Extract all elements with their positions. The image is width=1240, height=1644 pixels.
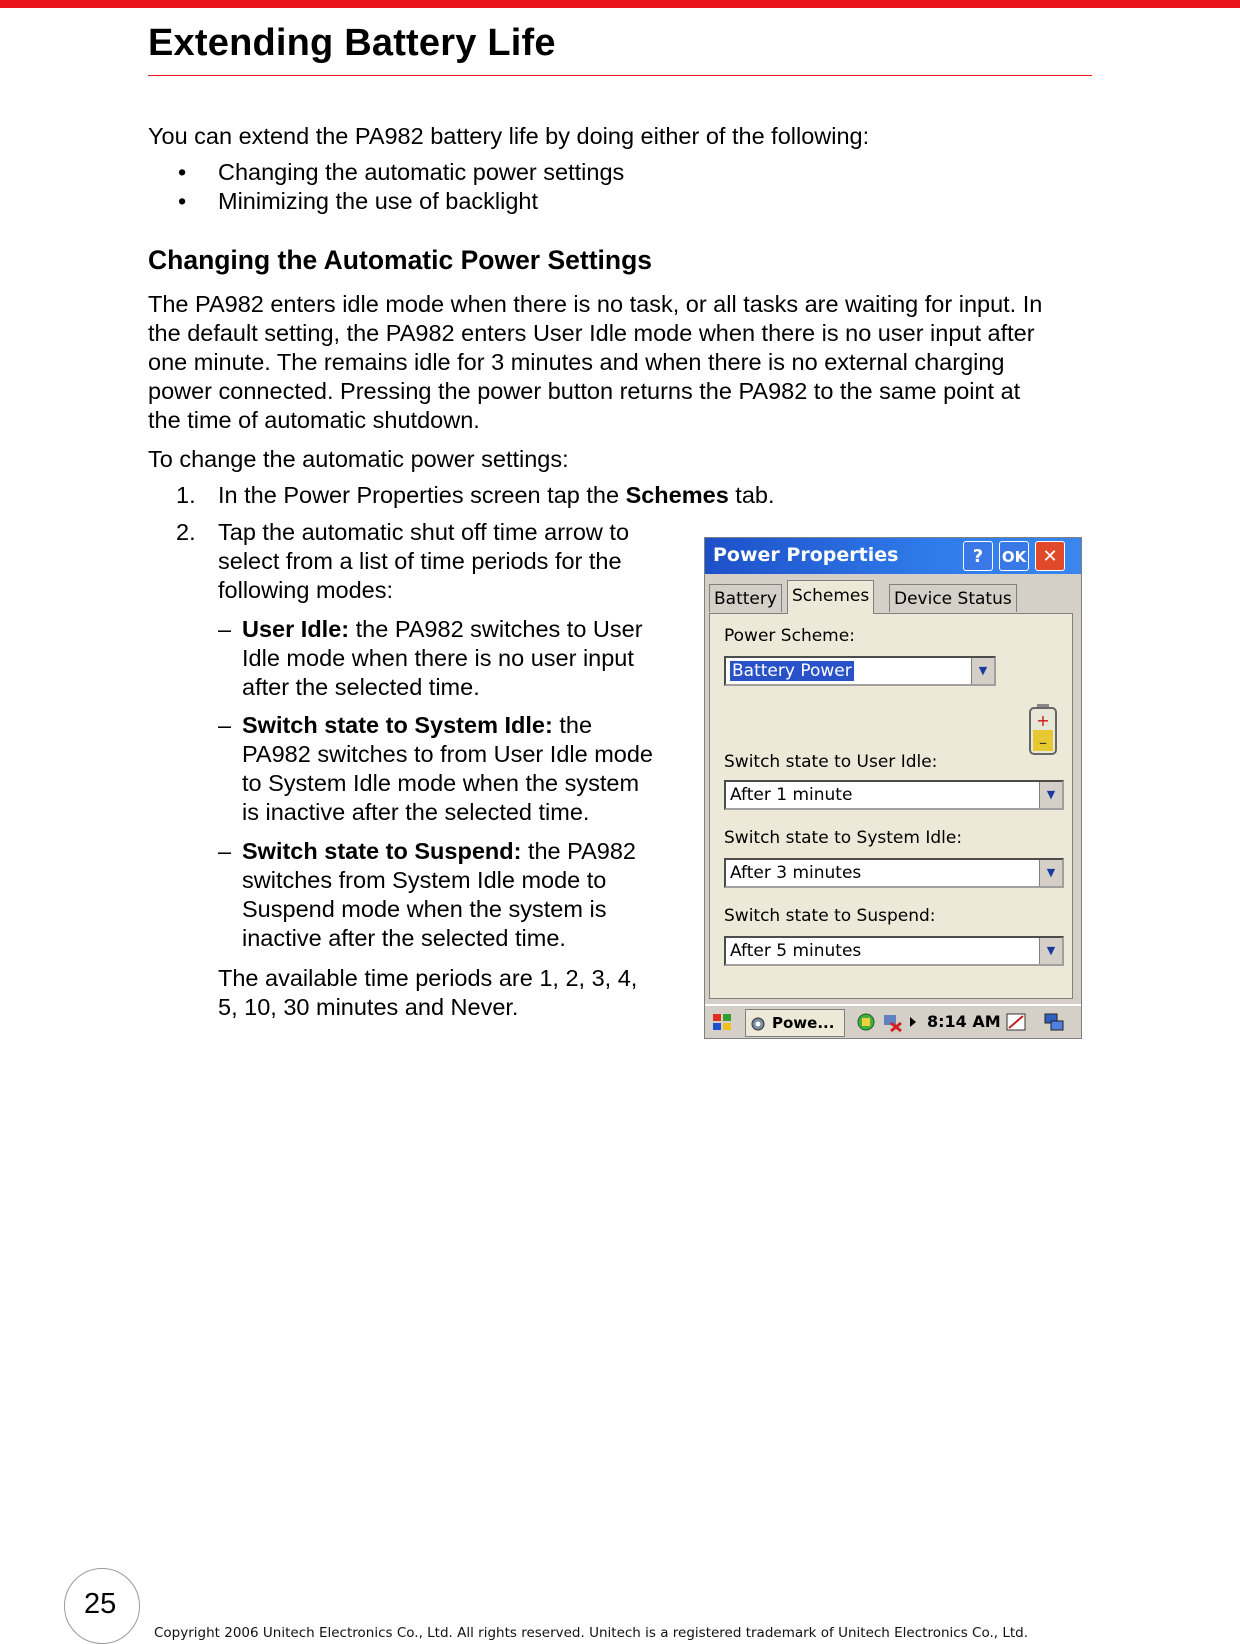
power-scheme-select[interactable] bbox=[724, 656, 996, 686]
tab-battery[interactable]: Battery bbox=[709, 584, 782, 612]
intro-text: You can extend the PA982 battery life by doing either of the following: bbox=[148, 123, 870, 149]
chevron-down-icon[interactable]: ▼ bbox=[971, 658, 994, 684]
mode-line: after the selected time. bbox=[242, 674, 480, 700]
mode-user-idle: User Idle: the PA982 switches to User bbox=[242, 616, 643, 642]
step-number: 2. bbox=[176, 519, 196, 545]
schemes-panel bbox=[709, 613, 1073, 999]
dash: – bbox=[218, 838, 232, 864]
footer-copyright: Copyright 2006 Unitech Electronics Co., Ltd. All rights reserved. Unitech is a registered trademark of Unitech Electronics Co., Ltd. bbox=[154, 1625, 1029, 1641]
mode-system-idle: Switch state to System Idle: the bbox=[242, 712, 593, 738]
dash: – bbox=[218, 712, 232, 738]
connection-off-icon[interactable] bbox=[881, 1011, 903, 1033]
step-2-line: select from a list of time periods for the bbox=[218, 548, 622, 574]
mode-line: inactive after the selected time. bbox=[242, 925, 566, 951]
para-line: The PA982 enters idle mode when there is no task, or all tasks are waiting for input. In bbox=[148, 291, 1043, 317]
mode-line: is inactive after the selected time. bbox=[242, 799, 590, 825]
bullet-item: Minimizing the use of backlight bbox=[218, 188, 539, 214]
power-properties-screenshot bbox=[704, 537, 1082, 1039]
svg-text:–: – bbox=[1039, 733, 1047, 752]
para-line: power connected. Pressing the power button returns the PA982 to the same point at bbox=[148, 378, 1021, 404]
para-line: one minute. The remains idle for 3 minutes and when there is no external charging bbox=[148, 349, 1005, 375]
page-number: 25 bbox=[84, 1588, 117, 1620]
step-1-text: In the Power Properties screen tap the Schemes tab. bbox=[218, 482, 775, 508]
page-title: Extending Battery Life bbox=[148, 22, 556, 64]
network-icon[interactable] bbox=[855, 1011, 877, 1033]
user-idle-select[interactable] bbox=[724, 780, 1064, 810]
chevron-right-icon[interactable] bbox=[907, 1011, 919, 1033]
para-line: the time of automatic shutdown. bbox=[148, 407, 480, 433]
power-scheme-value: Battery Power bbox=[732, 661, 852, 681]
bullet-marker: • bbox=[178, 188, 187, 214]
mode-line: switches from System Idle mode to bbox=[242, 867, 607, 893]
step-2-line: following modes: bbox=[218, 577, 394, 603]
mode-suspend: Switch state to Suspend: the PA982 bbox=[242, 838, 636, 864]
tab-schemes[interactable]: Schemes bbox=[787, 580, 874, 614]
system-idle-value: After 3 minutes bbox=[730, 863, 862, 883]
system-idle-label: Switch state to System Idle: bbox=[724, 828, 963, 848]
available-line: The available time periods are 1, 2, 3, 4, bbox=[218, 965, 638, 991]
taskbar bbox=[705, 1004, 1081, 1039]
step-number: 1. bbox=[176, 482, 196, 508]
user-idle-label: Switch state to User Idle: bbox=[724, 752, 938, 772]
close-button[interactable]: ✕ bbox=[1035, 541, 1065, 571]
available-line: 5, 10, 30 minutes and Never. bbox=[218, 994, 519, 1020]
input-panel-icon[interactable] bbox=[1005, 1011, 1027, 1033]
chevron-down-icon[interactable]: ▼ bbox=[1039, 782, 1062, 808]
clock: 8:14 AM bbox=[927, 1012, 1001, 1031]
mode-line: to System Idle mode when the system bbox=[242, 770, 640, 796]
user-idle-value: After 1 minute bbox=[730, 785, 853, 805]
ok-button[interactable]: OK bbox=[999, 541, 1029, 571]
chevron-down-icon[interactable]: ▼ bbox=[1039, 938, 1062, 964]
taskbar-app-button[interactable]: Powe... bbox=[745, 1009, 845, 1037]
svg-text:+: + bbox=[1036, 711, 1050, 730]
dash: – bbox=[218, 616, 232, 642]
suspend-label: Switch state to Suspend: bbox=[724, 906, 936, 926]
suspend-select[interactable] bbox=[724, 936, 1064, 966]
tab-device-status[interactable]: Device Status bbox=[889, 584, 1017, 612]
desktop-icon[interactable] bbox=[1043, 1011, 1065, 1033]
power-scheme-label: Power Scheme: bbox=[724, 626, 855, 646]
chevron-down-icon[interactable]: ▼ bbox=[1039, 860, 1062, 886]
section-title: Changing the Automatic Power Settings bbox=[148, 245, 653, 275]
title-divider bbox=[148, 75, 1092, 76]
suspend-value: After 5 minutes bbox=[730, 941, 862, 961]
para-line: the default setting, the PA982 enters User Idle mode when there is no user input after bbox=[148, 320, 1035, 346]
bullet-item: Changing the automatic power settings bbox=[218, 159, 625, 185]
battery-icon bbox=[1028, 704, 1058, 756]
mode-line: Suspend mode when the system is bbox=[242, 896, 607, 922]
gear-icon bbox=[749, 1015, 767, 1033]
system-idle-select[interactable] bbox=[724, 858, 1064, 888]
top-accent-bar bbox=[0, 0, 1240, 8]
window-title: Power Properties bbox=[713, 544, 899, 566]
start-icon[interactable] bbox=[711, 1011, 733, 1033]
bullet-marker: • bbox=[178, 159, 187, 185]
help-button[interactable]: ? bbox=[963, 541, 993, 571]
mode-line: PA982 switches to from User Idle mode bbox=[242, 741, 653, 767]
to-change-text: To change the automatic power settings: bbox=[148, 446, 569, 472]
step-2-line: Tap the automatic shut off time arrow to bbox=[218, 519, 630, 545]
mode-line: Idle mode when there is no user input bbox=[242, 645, 634, 671]
window-titlebar bbox=[705, 538, 1081, 574]
